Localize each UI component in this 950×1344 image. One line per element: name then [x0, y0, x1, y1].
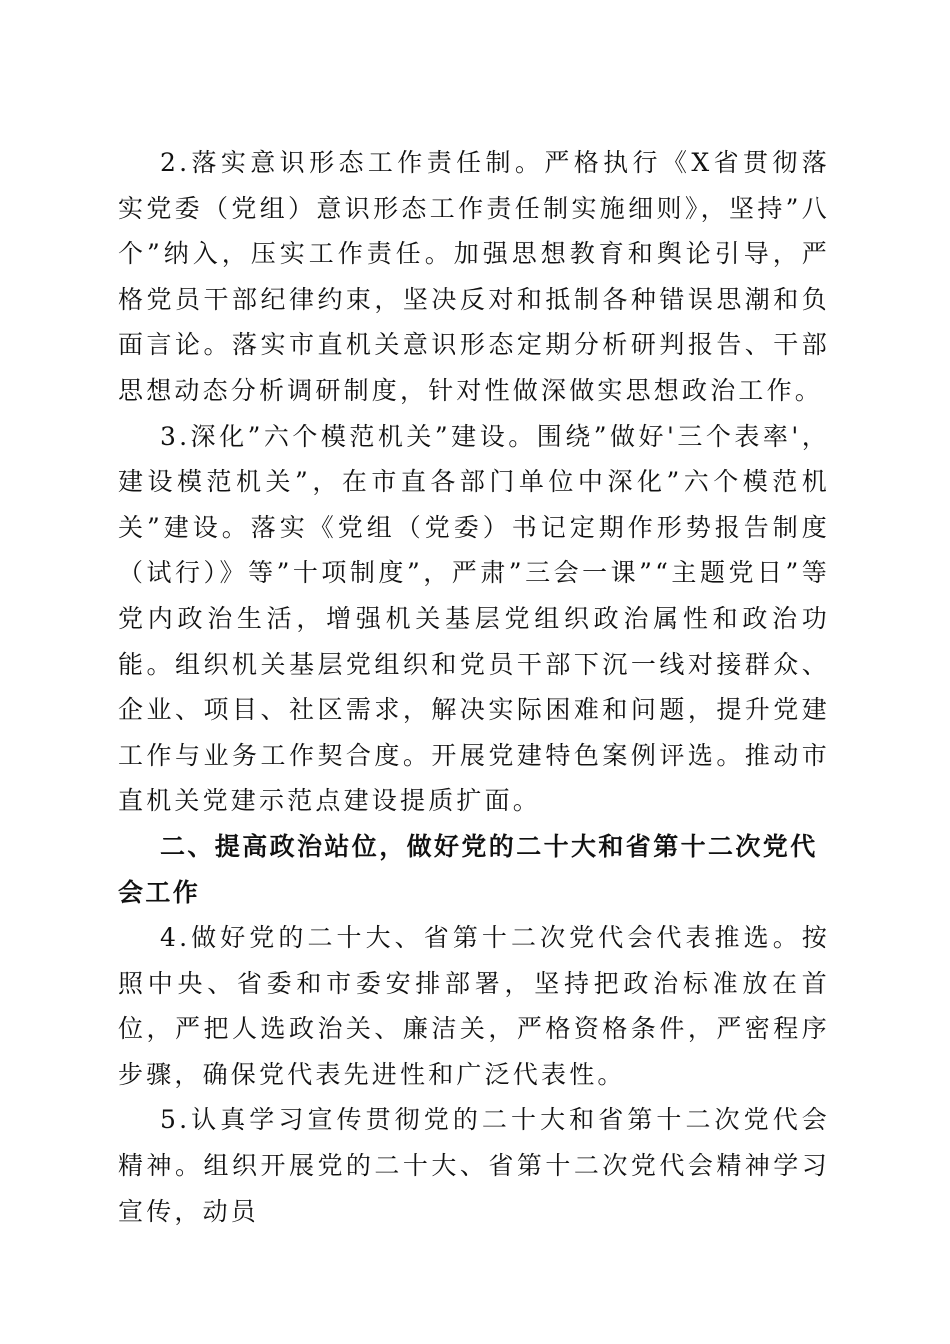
- paragraph-item-4: 4.做好党的二十大、省第十二次党代会代表推选。按照中央、省委和市委安排部署，坚持把政治标准放在首位，严把人选政治关、廉洁关，严格资格条件，严密程序步骤，确保党代表先进性和广泛代表性。: [118, 923, 830, 1089]
- paragraph-item-5: 5.认真学习宣传贯彻党的二十大和省第十二次党代会精神。组织开展党的二十大、省第十二次党代会精神学习宣传，动员: [118, 1105, 830, 1226]
- paragraph-item-2: 2.落实意识形态工作责任制。严格执行《X省贯彻落实党委（党组）意识形态工作责任制实施细则》，坚持”八个”纳入，压实工作责任。加强思想教育和舆论引导，严格党员干部纪律约束，坚决反对和抵制各种错误思潮和负面言论。落实市直机关意识形态定期分析研判报告、干部思想动态分析调研制度，针对性做深做实思想政治工作。: [118, 148, 830, 405]
- section-heading-2: 二、提高政治站位，做好党的二十大和省第十二次党代会工作: [118, 831, 818, 907]
- paragraph-item-3: 3.深化”六个模范机关”建设。围绕”做好'三个表率'，建设模范机关”，在市直各部门单位中深化”六个模范机关”建设。落实《党组（党委）书记定期作形势报告制度（试行）》等”十项制度”，严肃”三会一课”“主题党日”等党内政治生活，增强机关基层党组织政治属性和政治功能。组织机关基层党组织和党员干部下沉一线对接群众、企业、项目、社区需求，解决实际困难和问题，提升党建工作与业务工作契合度。开展党建特色案例评选。推动市直机关党建示范点建设提质扩面。: [118, 421, 830, 816]
- document-body: [118, 140, 830, 1234]
